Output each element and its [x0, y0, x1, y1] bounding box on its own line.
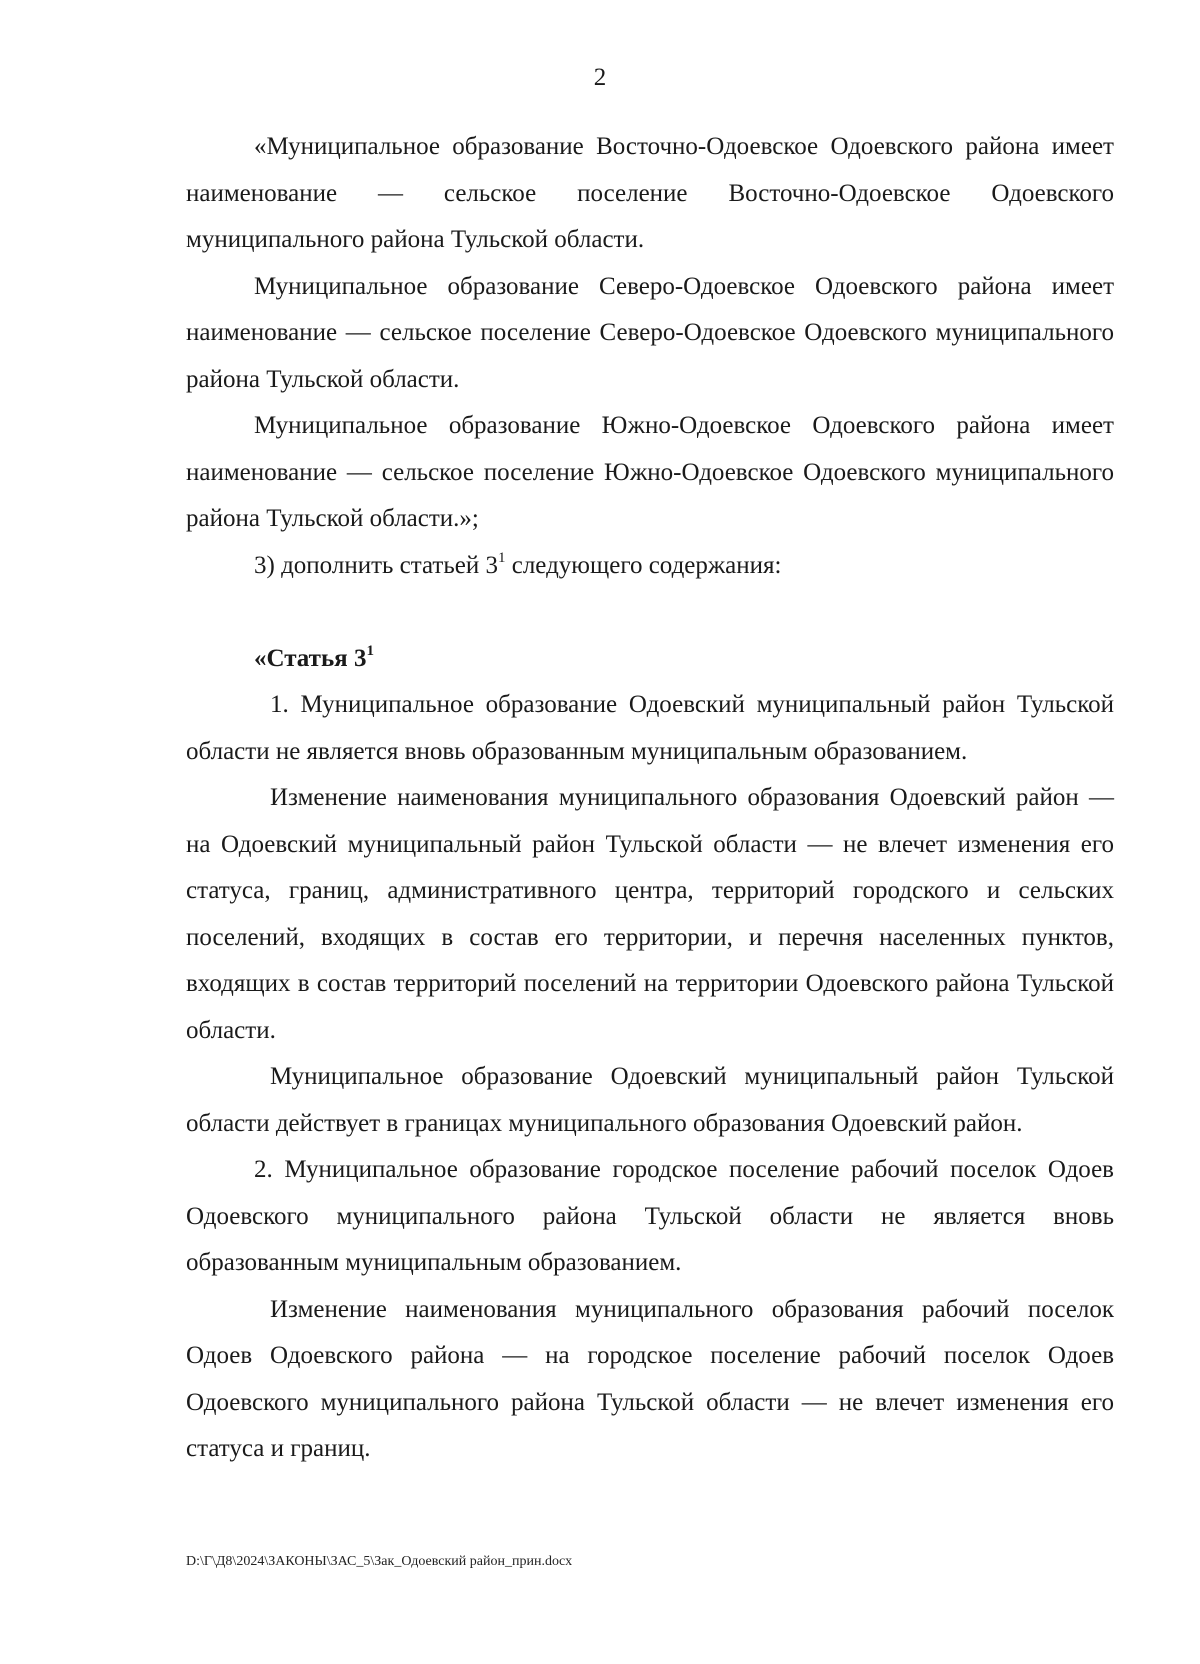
document-body — [186, 124, 1114, 1473]
item-3-line — [186, 543, 1114, 590]
article-title: «Статья 3 — [254, 644, 367, 672]
article-clause-1-rename: Изменение наименования муниципального образования Одоевский район — на Одоевский муниципальный район Тульской области — не влечет изменения его статуса, границ, административного центра, территорий городского и сельских поселений, входящих в состав его территории, и перечня населенных пунктов, входящих в состав территорий поселений на территории Одоевского района Тульской области. — [186, 784, 1114, 1044]
article-title-superscript: 1 — [366, 642, 374, 659]
paragraph-yuzhno-odoevskoe: Муниципальное образование Южно-Одоевское Одоевского района имеет наименование — сельское поселение Южно-Одоевское Одоевского муниципального района Тульской области.»; — [186, 412, 1114, 532]
page-number: 2 — [593, 64, 607, 91]
article-clause-2: 2. Муниципальное образование городское поселение рабочий поселок Одоев Одоевского муниципального района Тульской области не является вновь образованным муниципальным образованием. — [186, 1156, 1114, 1276]
footer-file-path: D:\Г\Д8\2024\ЗАКОНЫ\ЗАС_5\Зак_Одоевский район_прин.docx — [186, 1554, 573, 1569]
item-3-text: 3) дополнить статьей 3 — [254, 551, 498, 579]
item-3-superscript: 1 — [497, 549, 506, 566]
item-3-text-end: следующего содержания: — [505, 551, 782, 579]
article-clause-2-rename: Изменение наименования муниципального образования рабочий поселок Одоев Одоевского района — на городское поселение рабочий поселок Одоев Одоевского муниципального района Тульской области — не влечет изменения его статуса и границ. — [186, 1295, 1114, 1462]
paragraph-severo-odoevskoe: Муниципальное образование Северо-Одоевское Одоевского района имеет наименование — сельское поселение Северо-Одоевское Одоевского муниципального района Тульской области. — [186, 272, 1114, 393]
paragraph-vostochno-odoevskoe: «Муниципальное образование Восточно-Одоевское Одоевского района имеет наименование — сельское поселение Восточно-Одоевское Одоевского муниципального района Тульской области. — [186, 133, 1114, 253]
article-clause-1: 1. Муниципальное образование Одоевский муниципальный район Тульской области не является вновь образованным муниципальным образованием. — [186, 691, 1114, 765]
article-heading — [186, 636, 1114, 683]
article-clause-1-borders: Муниципальное образование Одоевский муниципальный район Тульской области действует в границах муниципального образования Одоевский район. — [186, 1063, 1114, 1137]
